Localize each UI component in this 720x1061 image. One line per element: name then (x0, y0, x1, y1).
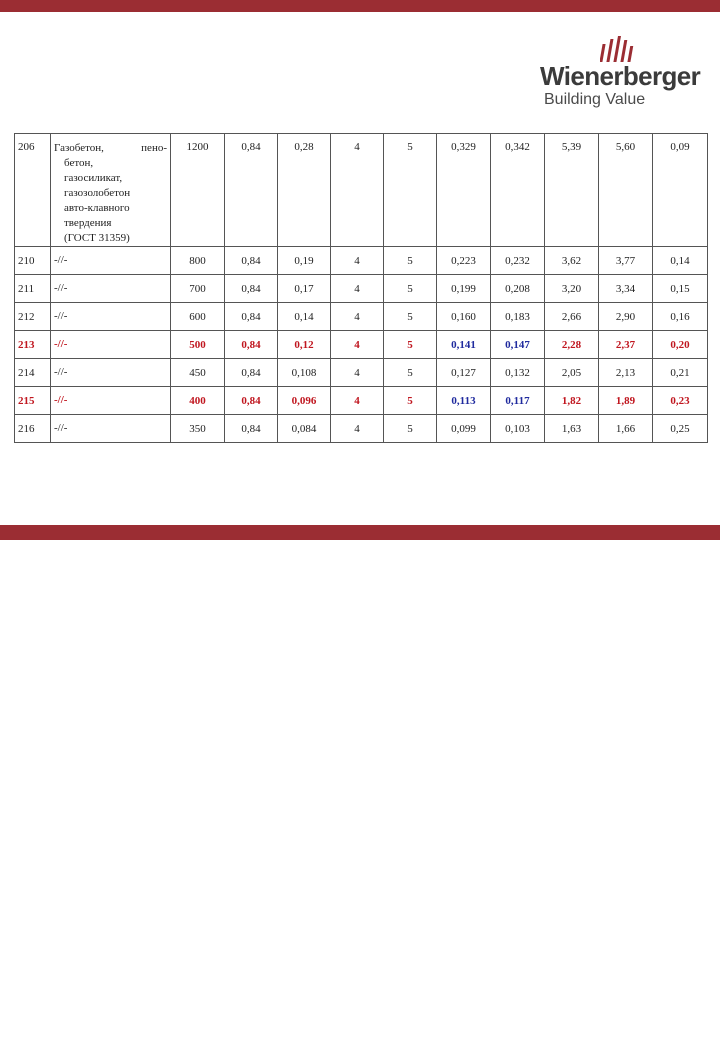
row-id-cell: 206 (15, 134, 51, 247)
value-cell: 4 (331, 247, 384, 275)
material-name-line: пено- (141, 142, 167, 154)
value-cell: 0,127 (437, 359, 491, 387)
material-name-cell: -//- (51, 415, 171, 443)
material-properties-table (14, 133, 708, 443)
value-cell: 0,14 (278, 303, 331, 331)
material-name-line: Газобетон, (54, 142, 104, 154)
value-cell: 2,66 (545, 303, 599, 331)
row-id-cell: 215 (15, 387, 51, 415)
material-name-line: (ГОСТ 31359) (64, 232, 130, 244)
table-row (15, 387, 708, 415)
value-cell: 0,17 (278, 275, 331, 303)
material-name-cell: -//- (51, 387, 171, 415)
bottom-accent-bar (0, 525, 720, 1061)
row-id-cell: 213 (15, 331, 51, 359)
value-cell: 1200 (171, 134, 225, 247)
value-cell: 4 (331, 415, 384, 443)
value-cell: 0,132 (491, 359, 545, 387)
value-cell: 450 (171, 359, 225, 387)
material-name-cell: -//- (51, 331, 171, 359)
row-id-cell: 216 (15, 415, 51, 443)
value-cell: 0,232 (491, 247, 545, 275)
top-accent-bar (0, 0, 720, 12)
value-cell: 0,84 (225, 415, 278, 443)
value-cell: 5 (384, 134, 437, 247)
material-name-line: бетон, (64, 157, 94, 169)
value-cell: 5 (384, 275, 437, 303)
value-cell: 1,89 (599, 387, 653, 415)
value-cell: 0,117 (491, 387, 545, 415)
value-cell: 5 (384, 247, 437, 275)
row-id-cell: 214 (15, 359, 51, 387)
material-name-line: газосиликат, (64, 172, 123, 184)
value-cell: 0,28 (278, 134, 331, 247)
value-cell: 0,84 (225, 247, 278, 275)
value-cell: 0,84 (225, 359, 278, 387)
value-cell: 0,12 (278, 331, 331, 359)
value-cell: 700 (171, 275, 225, 303)
table-row (15, 415, 708, 443)
logo-wordmark: Wienerberger (540, 61, 701, 91)
value-cell: 0,183 (491, 303, 545, 331)
material-name-cell (51, 134, 171, 247)
value-cell: 0,84 (225, 331, 278, 359)
value-cell: 0,099 (437, 415, 491, 443)
value-cell: 0,199 (437, 275, 491, 303)
value-cell: 3,77 (599, 247, 653, 275)
value-cell: 2,37 (599, 331, 653, 359)
material-name-line: твердения (64, 217, 112, 229)
value-cell: 0,329 (437, 134, 491, 247)
value-cell: 500 (171, 331, 225, 359)
value-cell: 5,60 (599, 134, 653, 247)
value-cell: 5 (384, 303, 437, 331)
value-cell: 4 (331, 387, 384, 415)
value-cell: 1,82 (545, 387, 599, 415)
value-cell: 4 (331, 275, 384, 303)
value-cell: 5 (384, 387, 437, 415)
value-cell: 0,223 (437, 247, 491, 275)
page-number: 4 (700, 1051, 706, 1061)
value-cell: 3,34 (599, 275, 653, 303)
value-cell: 4 (331, 303, 384, 331)
logo-tagline: Building Value (544, 91, 646, 108)
value-cell: 0,084 (278, 415, 331, 443)
value-cell: 0,14 (653, 247, 708, 275)
value-cell: 0,147 (491, 331, 545, 359)
table-row (15, 303, 708, 331)
value-cell: 2,05 (545, 359, 599, 387)
value-cell: 1,66 (599, 415, 653, 443)
value-cell: 3,62 (545, 247, 599, 275)
value-cell: 0,25 (653, 415, 708, 443)
value-cell: 0,23 (653, 387, 708, 415)
brick-wall-logo-icon (600, 36, 640, 62)
value-cell: 0,19 (278, 247, 331, 275)
value-cell: 0,20 (653, 331, 708, 359)
value-cell: 0,113 (437, 387, 491, 415)
value-cell: 0,160 (437, 303, 491, 331)
material-name-line: газозолобетон (64, 187, 131, 199)
value-cell: 0,141 (437, 331, 491, 359)
value-cell: 5 (384, 331, 437, 359)
value-cell: 0,103 (491, 415, 545, 443)
value-cell: 0,16 (653, 303, 708, 331)
table-row (15, 247, 708, 275)
value-cell: 4 (331, 134, 384, 247)
row-id-cell: 210 (15, 247, 51, 275)
material-name-line: авто-клавного (64, 202, 130, 214)
value-cell: 0,208 (491, 275, 545, 303)
value-cell: 2,90 (599, 303, 653, 331)
material-name-cell: -//- (51, 275, 171, 303)
value-cell: 5 (384, 415, 437, 443)
value-cell: 4 (331, 359, 384, 387)
value-cell: 4 (331, 331, 384, 359)
material-name-cell: -//- (51, 247, 171, 275)
value-cell: 1,63 (545, 415, 599, 443)
table-row (15, 331, 708, 359)
value-cell: 2,28 (545, 331, 599, 359)
value-cell: 3,20 (545, 275, 599, 303)
value-cell: 600 (171, 303, 225, 331)
material-name-cell: -//- (51, 359, 171, 387)
value-cell: 0,09 (653, 134, 708, 247)
value-cell: 0,096 (278, 387, 331, 415)
value-cell: 5 (384, 359, 437, 387)
table-row (15, 134, 708, 247)
value-cell: 0,15 (653, 275, 708, 303)
value-cell: 350 (171, 415, 225, 443)
material-name-cell: -//- (51, 303, 171, 331)
value-cell: 0,342 (491, 134, 545, 247)
table-row (15, 359, 708, 387)
value-cell: 800 (171, 247, 225, 275)
value-cell: 400 (171, 387, 225, 415)
row-id-cell: 212 (15, 303, 51, 331)
value-cell: 0,21 (653, 359, 708, 387)
value-cell: 0,84 (225, 134, 278, 247)
value-cell: 0,108 (278, 359, 331, 387)
value-cell: 5,39 (545, 134, 599, 247)
value-cell: 0,84 (225, 303, 278, 331)
value-cell: 0,84 (225, 275, 278, 303)
row-id-cell: 211 (15, 275, 51, 303)
table-row (15, 275, 708, 303)
wienerberger-logo (540, 36, 708, 108)
value-cell: 0,84 (225, 387, 278, 415)
value-cell: 2,13 (599, 359, 653, 387)
